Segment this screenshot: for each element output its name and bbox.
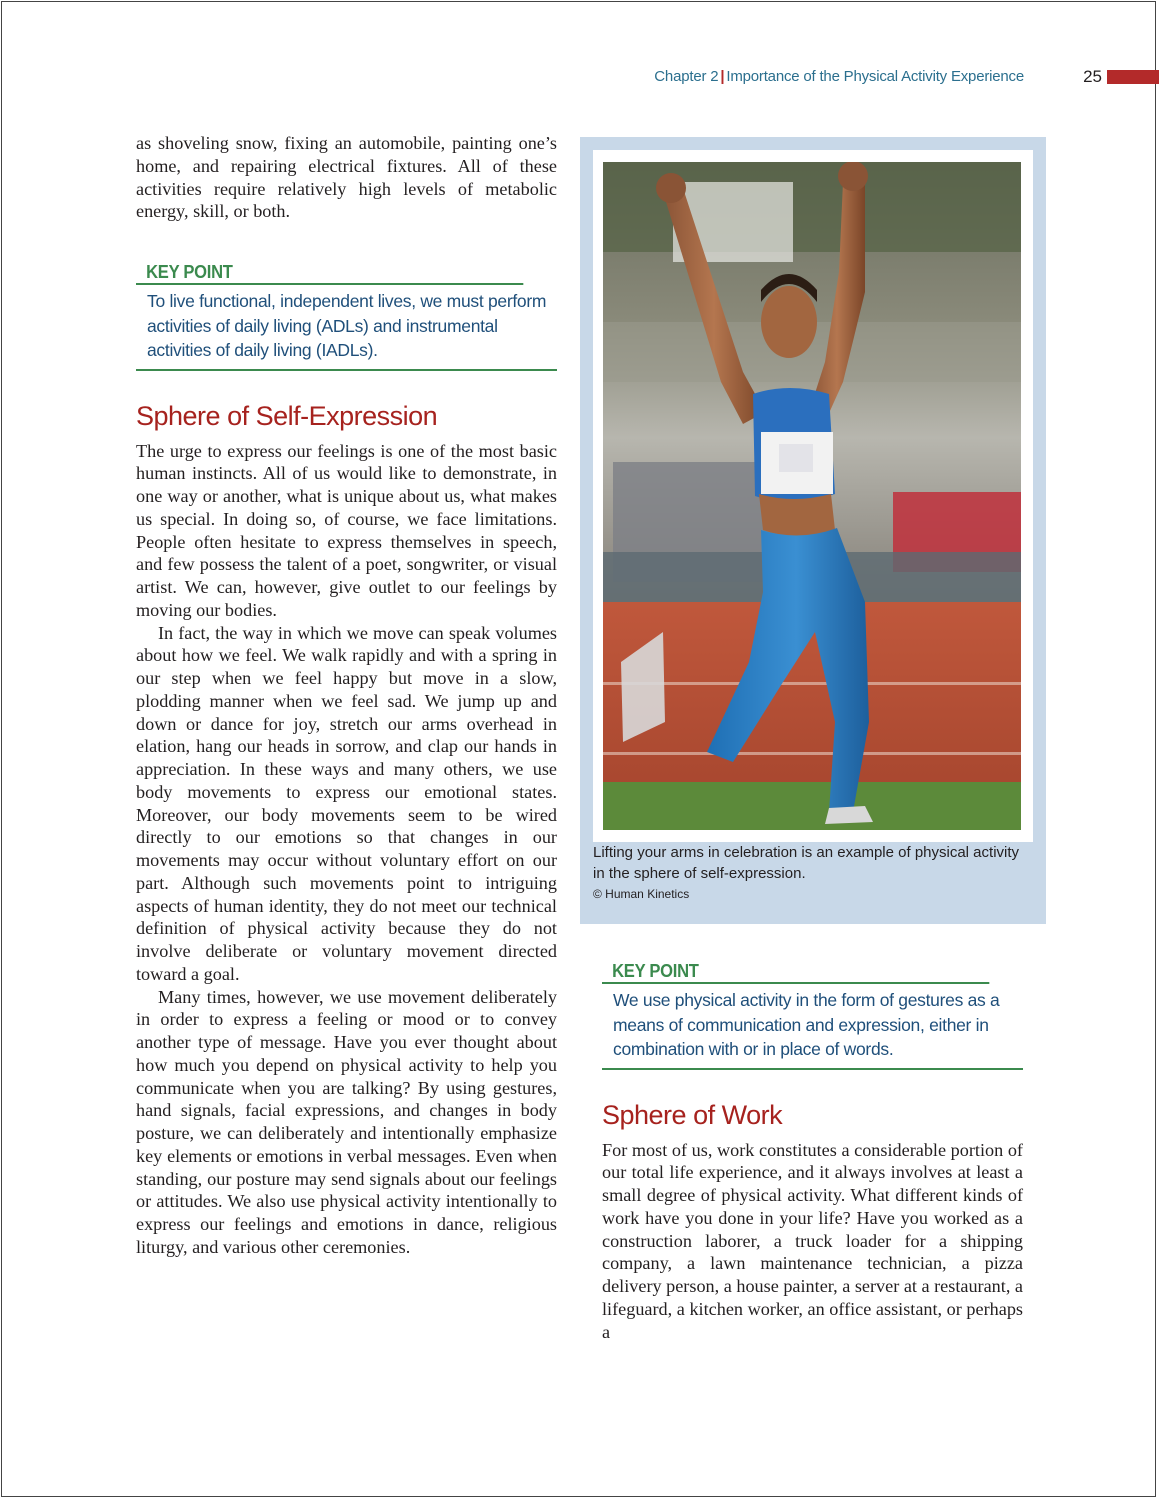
figure-box <box>580 137 1046 924</box>
figure-credit: © Human Kinetics <box>593 887 690 901</box>
running-head <box>600 68 1024 85</box>
key-point-box <box>136 261 557 371</box>
intro-paragraph: as shoveling snow, fixing an automobile, painting one’s home, and repairing electrical fixtures. All of these activities require relatively high levels of metabolic energy, skill, or both. <box>136 133 557 222</box>
chapter-title: Importance of the Physical Activity Experience <box>726 68 1024 85</box>
body-paragraph: Many times, however, we use movement deliberately in order to express a feeling or mood or to convey another type of message. Have you ever thought about how much you depend on physical activity to help you communicate when you are talking? By using gestures, hand signals, facial expressions, and changes in body posture, we can deliberately and intentionally emphasize key elements or emotions in verbal messages. Even when standing, our posture may send signals about our feelings or attitudes. We also use physical activity intentionally to express our feelings and emotions in dance, religious liturgy, and various other ceremonies. <box>136 986 557 1257</box>
page-tab-marker <box>1107 70 1159 84</box>
key-point-text: To live functional, independent lives, we must perform activities of daily living (ADLs) and instrumental activities of daily living (IADLs). <box>147 291 547 360</box>
key-point-box <box>602 960 1023 1070</box>
chapter-label: Chapter 2 <box>654 68 719 85</box>
photo-frame <box>593 150 1033 842</box>
key-point-label: KEY POINT <box>136 261 523 285</box>
body-paragraph: For most of us, work constitutes a considerable portion of our total life experience, and it always involves at least a small degree of physical activity. What different kinds of work have you done in your life? Have you worked as a construction laborer, a truck loader for a shipping company, a lawn maintenance technician, a pizza delivery person, a house painter, a server at a restaurant, a lifeguard, a kitchen worker, an office assistant, or perhaps a <box>602 1139 1023 1342</box>
section-heading: Sphere of Work <box>602 1099 783 1130</box>
athlete-celebration-photo <box>603 162 1021 830</box>
section-heading: Sphere of Self-Expression <box>136 400 438 431</box>
right-column <box>602 960 1023 1343</box>
page-number: 25 <box>1083 67 1102 86</box>
left-column <box>136 132 557 1259</box>
body-paragraph: In fact, the way in which we move can speak volumes about how we feel. We walk rapidly and with a spring in our step when we feel happy but move in a slow, plodding manner when we feel sad. We jump up and down or dance for joy, stretch our arms overhead in elation, hang our heads in sorrow, and clap our hands in appreciation. In these ways and many others, we use body movements to express our emotional states. Moreover, our body movements seem to be wired directly to our emotions so that changes in our movements may occur without voluntary effort on our part. Although such movements point to intriguing aspects of human identity, they do not meet our technical definition of physical activity because they do not involve deliberate or voluntary movement directed toward a goal. <box>136 622 557 984</box>
key-point-text: We use physical activity in the form of gestures as a means of communication and expression, either in combination with or in place of words. <box>613 990 1000 1059</box>
key-point-label: KEY POINT <box>602 960 989 984</box>
figure-caption: Lifting your arms in celebration is an example of physical activity in the sphere of self-expression. <box>593 844 1020 882</box>
body-paragraph: The urge to express our feelings is one of the most basic human instincts. All of us would like to demonstrate, in one way or another, what is unique about us, what makes us special. In doing so, of course, we face limitations. People often hesitate to express themselves in speech, and few possess the talent of a poet, songwriter, or visual artist. We can, however, give outlet to our feelings by moving our bodies. <box>136 440 557 620</box>
header-separator: | <box>720 68 725 85</box>
